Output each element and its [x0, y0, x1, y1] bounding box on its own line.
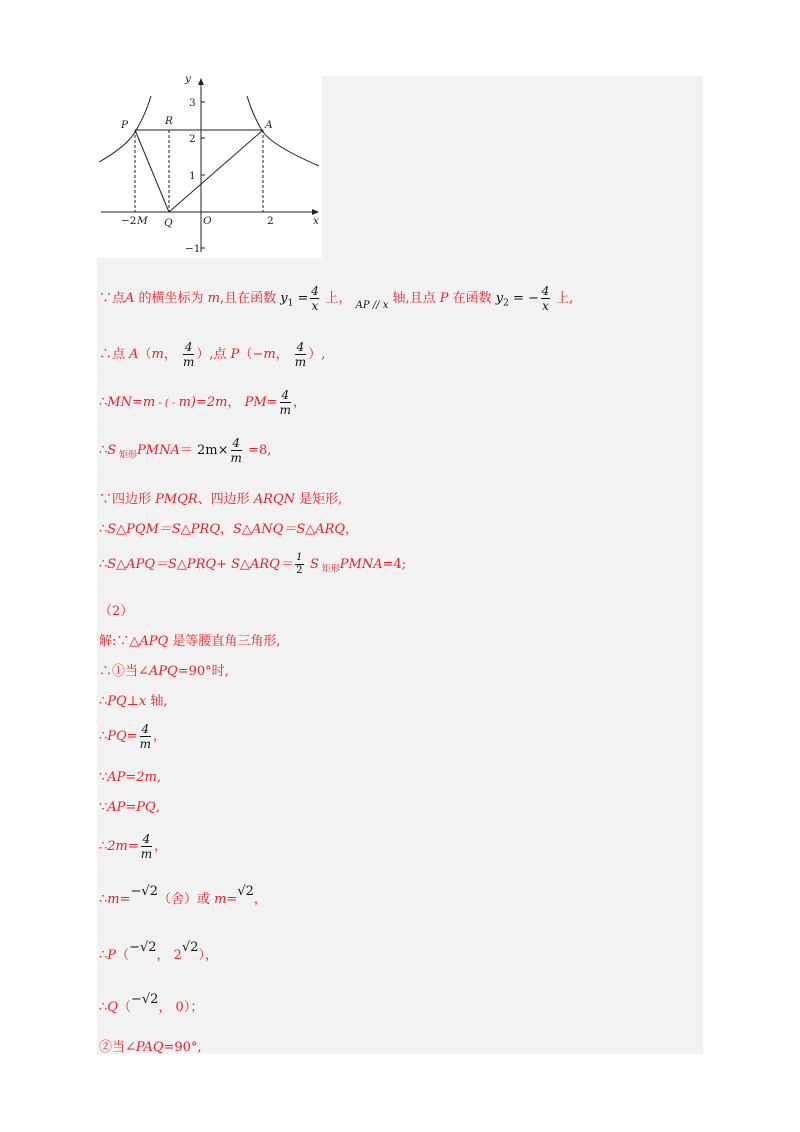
y-tick-label-2: 2 — [189, 133, 196, 145]
text: ， — [220, 522, 234, 537]
denominator: m — [139, 737, 151, 751]
text: ∴ — [99, 694, 108, 709]
numerator: 4 — [184, 340, 193, 354]
text: 的横坐标为 — [134, 291, 208, 306]
denominator: m — [140, 847, 153, 861]
expr: 2m× — [197, 443, 229, 458]
sqrt-value: √2 — [181, 940, 199, 955]
expr: S△APQ＝S△PRQ+ S△ARQ＝ — [107, 557, 293, 572]
numerator: 4 — [541, 284, 550, 298]
line-14 — [99, 800, 160, 815]
fraction — [541, 284, 550, 313]
denominator: x — [311, 299, 319, 313]
fraction — [231, 436, 242, 465]
var: P — [107, 948, 117, 963]
line-6 — [99, 518, 358, 537]
text: ∴ — [99, 443, 108, 458]
numerator: 4 — [141, 722, 150, 736]
subscript: 矩形 — [116, 450, 138, 461]
denominator: m — [183, 355, 195, 369]
line-12 — [99, 722, 166, 751]
var: Q — [107, 1000, 118, 1015]
text: ， — [345, 522, 359, 537]
text: ∴ — [99, 948, 108, 963]
var: ARQN — [253, 492, 296, 507]
subscript: 2 — [503, 298, 509, 309]
text: ， — [163, 347, 182, 362]
fraction — [310, 284, 319, 313]
text: 上, — [551, 291, 574, 306]
text: ⊥ — [126, 694, 139, 709]
denominator: x — [542, 299, 549, 313]
text: ， — [152, 729, 166, 744]
expr: 2m= — [107, 839, 139, 854]
text: ∵点 — [99, 291, 126, 306]
x-tick-label-2: 2 — [267, 215, 274, 227]
text: ， — [227, 395, 245, 410]
segment-pq — [135, 130, 169, 212]
origin-label: O — [203, 215, 212, 227]
expr: PQ= — [107, 729, 138, 744]
line-15 — [99, 832, 167, 861]
text: =90°时, — [177, 664, 229, 679]
point-a-label: A — [265, 119, 273, 131]
line-13 — [99, 770, 161, 785]
point-r-label: R — [165, 115, 173, 127]
text: ∴ — [99, 395, 108, 410]
text: ）,点 — [196, 347, 231, 362]
var: S — [107, 443, 117, 458]
expr: m= — [107, 892, 131, 907]
var: m — [207, 291, 220, 306]
line-2 — [99, 340, 325, 369]
text: ∴ — [99, 839, 108, 854]
x-tick-label-neg2: −2 — [121, 215, 137, 227]
text: ， — [275, 347, 293, 362]
line-10 — [99, 660, 229, 679]
func-y: y — [495, 291, 504, 306]
text: （− — [239, 347, 264, 362]
text: ， 2 — [156, 948, 182, 963]
graph-figure — [97, 76, 322, 258]
var: P — [439, 291, 449, 306]
text: ②当∠ — [99, 1040, 136, 1055]
curve-right — [247, 96, 319, 166]
line-5 — [99, 488, 342, 507]
var: A — [129, 347, 139, 362]
text: ）, — [308, 347, 326, 362]
denominator: m — [230, 451, 242, 465]
text: ＝ — [179, 443, 198, 458]
denominator: 2 — [296, 565, 303, 576]
numerator: 4 — [311, 284, 319, 298]
numerator: 4 — [232, 436, 241, 450]
text: 轴,且点 — [388, 291, 440, 306]
text: 是矩形, — [295, 492, 343, 507]
var: m — [215, 395, 228, 410]
point-p-label: P — [121, 119, 129, 131]
sqrt-value: √2 — [237, 884, 254, 899]
var: PAQ — [135, 1040, 164, 1055]
expr: S△PQM＝S△PRQ — [107, 522, 220, 537]
numerator: 1 — [296, 552, 303, 563]
line-7 — [99, 552, 406, 577]
text: （舍）或 — [157, 892, 215, 907]
text: （ — [138, 347, 152, 362]
text: （ — [117, 1000, 131, 1015]
y-axis-arrow — [198, 78, 204, 85]
line-16 — [99, 884, 267, 907]
expr: S△ANQ＝S△ARQ — [233, 522, 346, 537]
text: 解:∵△ — [99, 634, 140, 649]
var: PMQR — [155, 492, 198, 507]
line-19 — [99, 1036, 202, 1055]
expr: m= — [214, 892, 238, 907]
y-tick-label-neg1: −1 — [185, 243, 201, 255]
text: ∵ — [99, 770, 108, 785]
var: PMNA — [137, 443, 180, 458]
var: PQ — [107, 694, 127, 709]
point-q-label: Q — [164, 217, 173, 229]
fraction — [183, 340, 194, 369]
part-heading: （2） — [99, 604, 134, 619]
fraction — [280, 388, 291, 417]
var: m — [263, 347, 276, 362]
y-axis-label: y — [185, 76, 191, 85]
text: 轴, — [146, 694, 168, 709]
numerator: 4 — [281, 388, 290, 402]
text: ∴ — [99, 729, 108, 744]
var: m — [151, 347, 164, 362]
var: m — [178, 395, 191, 410]
y-tick-label-3: 3 — [189, 97, 196, 109]
expr: - ( - — [155, 398, 179, 409]
text: ）， — [198, 948, 218, 963]
line-3 — [99, 388, 306, 417]
expr: )=2 — [190, 395, 216, 410]
text: ∴ — [99, 892, 108, 907]
sqrt-value: −√2 — [130, 992, 159, 1007]
line-11 — [99, 690, 168, 709]
var: A — [125, 291, 135, 306]
var: S — [305, 557, 319, 572]
line-9 — [99, 630, 280, 649]
func-y: y — [280, 291, 288, 306]
subscript: 1 — [287, 298, 294, 309]
equals-neg: = − — [508, 291, 539, 306]
var: P — [230, 347, 240, 362]
point-m-label: M — [137, 215, 148, 227]
numerator: 4 — [296, 340, 305, 354]
numerator: 4 — [142, 832, 151, 846]
text: 、四边形 — [197, 492, 254, 507]
line-1 — [99, 284, 573, 313]
line-17 — [99, 940, 218, 963]
var: APQ — [139, 634, 169, 649]
text: ， — [154, 839, 168, 854]
expr: PM= — [244, 395, 278, 410]
text: ∴点 — [99, 347, 130, 362]
text: ∴ — [99, 557, 108, 572]
text: 在函数 — [448, 291, 496, 306]
expr: AP=PQ — [107, 800, 156, 815]
text: ∴ — [99, 1000, 108, 1015]
line-18 — [99, 992, 204, 1015]
expr: AP=2m — [107, 770, 157, 785]
text: ， — [292, 395, 306, 410]
text: ∵ — [99, 800, 108, 815]
parallel-notation: AP // x — [355, 300, 389, 311]
sqrt-value: −√2 — [130, 884, 158, 899]
text: ,且在函数 — [220, 291, 281, 306]
text: =90°, — [163, 1040, 202, 1055]
equals: = — [293, 291, 309, 306]
x-axis-label: x — [313, 215, 319, 227]
var: PMNA — [339, 557, 383, 572]
fraction — [140, 722, 151, 751]
text: , — [155, 800, 160, 815]
text: ∵四边形 — [99, 492, 156, 507]
denominator: m — [279, 403, 291, 417]
var: x — [138, 694, 147, 709]
text: （ — [116, 948, 130, 963]
text: ， — [253, 892, 267, 907]
line-8 — [99, 600, 133, 619]
fraction — [295, 552, 304, 577]
var: APQ — [148, 664, 178, 679]
line-4 — [99, 436, 271, 465]
text: 是等腰直角三角形, — [168, 634, 281, 649]
fraction — [295, 340, 306, 369]
text: ∴①当∠ — [99, 664, 149, 679]
text: =8, — [243, 443, 272, 458]
text: ∴ — [99, 522, 108, 537]
denominator: m — [294, 355, 307, 369]
text: , — [156, 770, 162, 785]
subscript: 矩形 — [318, 564, 340, 575]
text: ， 0）； — [158, 1000, 204, 1015]
segment-qa — [169, 130, 263, 212]
fraction — [141, 832, 152, 861]
sqrt-value: −√2 — [129, 940, 157, 955]
y-tick-label-1: 1 — [189, 170, 196, 182]
coordinate-graph — [97, 76, 322, 258]
expr: MN=m — [107, 395, 156, 410]
text: 上， — [321, 291, 352, 306]
text: =4; — [382, 557, 407, 572]
